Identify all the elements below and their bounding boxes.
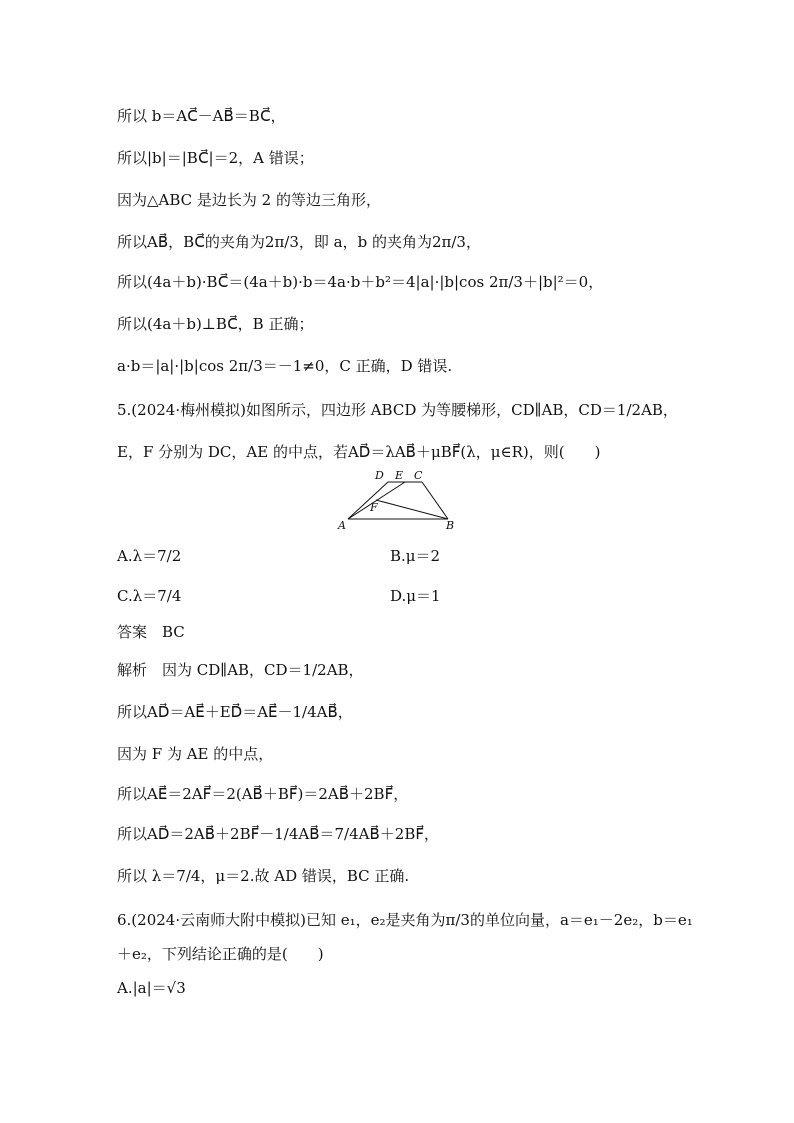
analysis-line-3: 因为 F 为 AE 的中点， [117, 745, 274, 763]
solution-line-7: a·b＝|a|·|b|cos 2π/3＝－1≠0，C 正确，D 错误. [117, 357, 453, 375]
analysis-line-6: 所以 λ＝7/4，μ＝2.故 AD 错误，BC 正确. [117, 867, 410, 885]
analysis-line-2: 所以AD⃗＝AE⃗＋ED⃗＝AE⃗－1/4AB⃗， [117, 703, 353, 721]
label-C: C [414, 469, 423, 482]
solution-line-2: 所以|b|＝|BC⃗|＝2，A 错误； [117, 149, 314, 167]
analysis-line-1: 解析 因为 CD∥AB，CD＝1/2AB， [117, 661, 364, 679]
solution-line-1: 所以 b＝AC⃗－AB⃗＝BC⃗， [117, 107, 286, 125]
question-5-line-2: E，F 分别为 DC，AE 的中点，若AD⃗＝λAB⃗＋μBF⃗(λ，μ∈R)，则( ) [117, 443, 601, 461]
label-F: F [370, 501, 378, 514]
solution-line-5: 所以(4a＋b)·BC⃗＝(4a＋b)·b＝4a·b＋b²＝4|a|·|b|cos 2π/3＋|b|²＝0， [117, 273, 604, 291]
option-d: D.μ＝1 [390, 587, 441, 605]
option-c: C.λ＝7/4 [117, 587, 182, 605]
label-B: B [446, 519, 455, 532]
solution-line-6: 所以(4a＋b)⊥BC⃗，B 正确； [117, 315, 314, 333]
trapezoid-diagram [330, 466, 470, 532]
label-E: E [395, 469, 404, 482]
solution-line-4: 所以AB⃗，BC⃗的夹角为2π/3，即 a，b 的夹角为2π/3， [117, 233, 481, 251]
option-a: A.λ＝7/2 [117, 547, 182, 565]
label-D: D [375, 469, 384, 482]
analysis-line-4: 所以AE⃗＝2AF⃗＝2(AB⃗＋BF⃗)＝2AB⃗＋2BF⃗， [117, 785, 409, 803]
question-6-line-1: 6.(2024·云南师大附中模拟)已知 e₁，e₂是夹角为π/3的单位向量，a＝e₁－2e₂，b＝e₁ [117, 911, 693, 929]
option-b: B.μ＝2 [390, 547, 441, 565]
question-6-option-a: A.|a|＝√3 [117, 979, 186, 997]
label-A: A [338, 519, 346, 532]
segment-AD [348, 482, 388, 519]
question-5-line-1: 5.(2024·梅州模拟)如图所示，四边形 ABCD 为等腰梯形，CD∥AB，CD＝1/2AB， [117, 401, 678, 419]
solution-line-3: 因为△ABC 是边长为 2 的等边三角形， [117, 191, 381, 209]
answer-line: 答案 BC [117, 623, 185, 641]
question-6-line-2: ＋e₂，下列结论正确的是( ) [117, 945, 324, 963]
analysis-line-5: 所以AD⃗＝2AB⃗＋2BF⃗－1/4AB⃗＝7/4AB⃗＋2BF⃗， [117, 825, 439, 843]
